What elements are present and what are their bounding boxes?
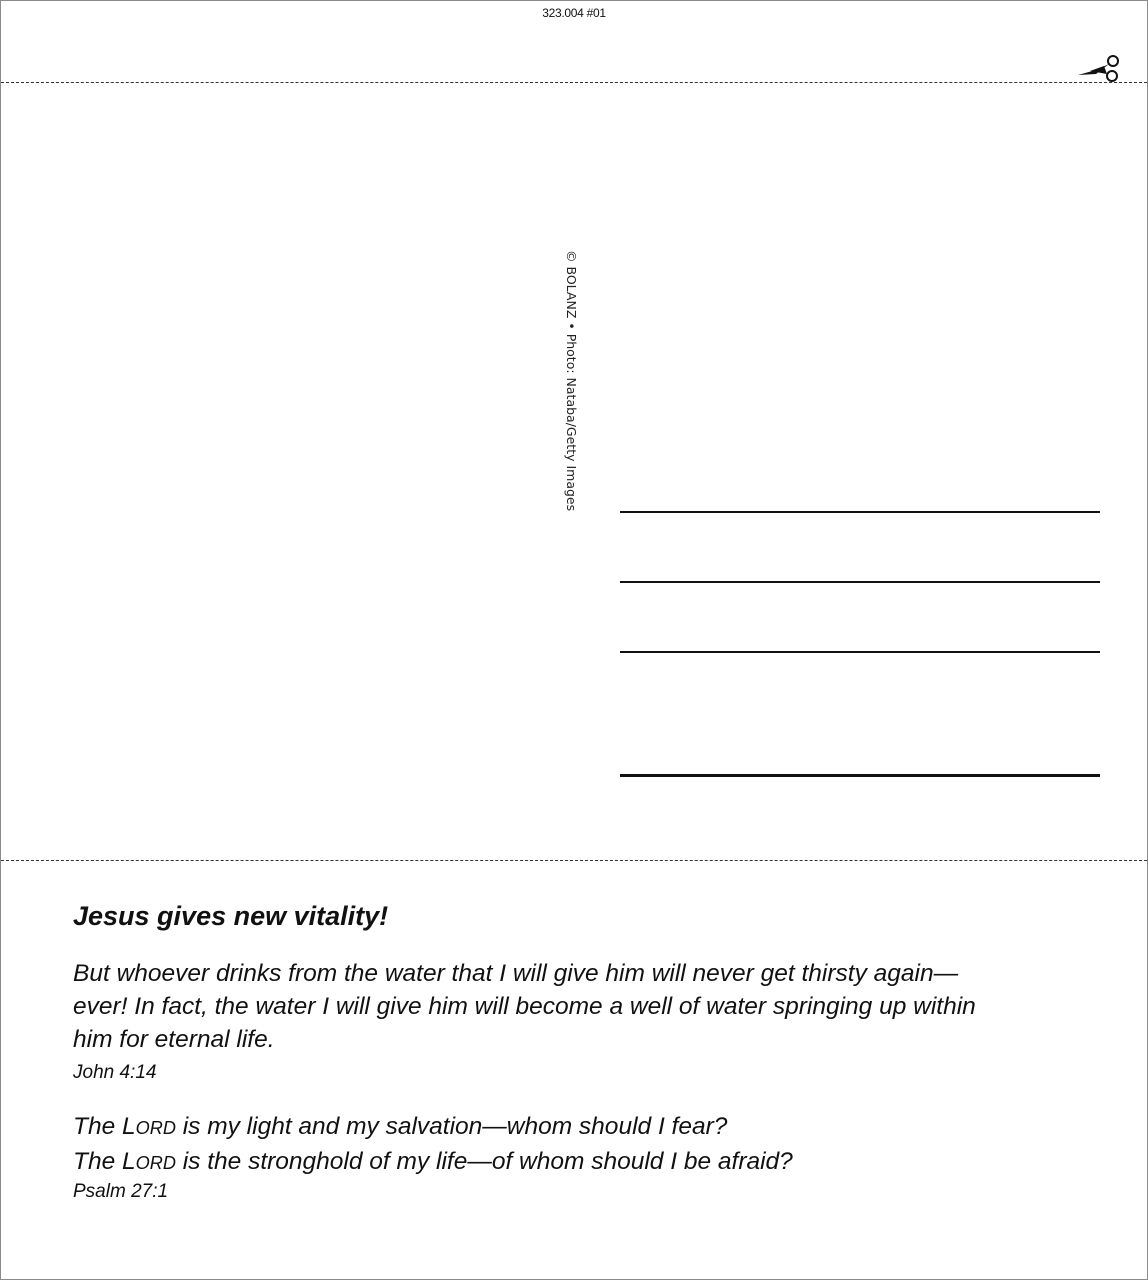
top-cut-line	[1, 82, 1147, 83]
verse-reference: Psalm 27:1	[73, 1181, 169, 1202]
address-line-2	[620, 581, 1100, 583]
verse-line: But whoever drinks from the water that I will give him will never get thirsty again—	[73, 960, 959, 987]
address-line-3	[620, 651, 1100, 653]
small-caps-text: ORD	[135, 1118, 176, 1138]
verse-text: The L	[73, 1113, 136, 1140]
scissors-icon	[1076, 53, 1122, 83]
bottom-cut-line	[1, 860, 1147, 861]
address-line-4	[620, 774, 1100, 777]
verse-psalm	[73, 1110, 793, 1180]
photo-credit: © BOLANZ • Photo: Nataba/Getty Images	[564, 250, 579, 512]
card-heading: Jesus gives new vitality!	[73, 901, 389, 931]
verse-john	[73, 957, 976, 1056]
verse-text: The L	[73, 1148, 136, 1175]
verse-text: is my light and my salvation—whom should I fear?	[175, 1113, 728, 1140]
print-code: 323.004 #01	[542, 6, 606, 20]
verse-text: is the stronghold of my life—of whom should I be afraid?	[175, 1148, 793, 1175]
address-line-1	[620, 511, 1100, 513]
verse-reference: John 4:14	[73, 1062, 157, 1083]
verse-line: him for eternal life.	[73, 1026, 275, 1053]
verse-line: ever! In fact, the water I will give him will become a well of water springing up within	[73, 993, 976, 1020]
small-caps-text: ORD	[135, 1153, 176, 1173]
